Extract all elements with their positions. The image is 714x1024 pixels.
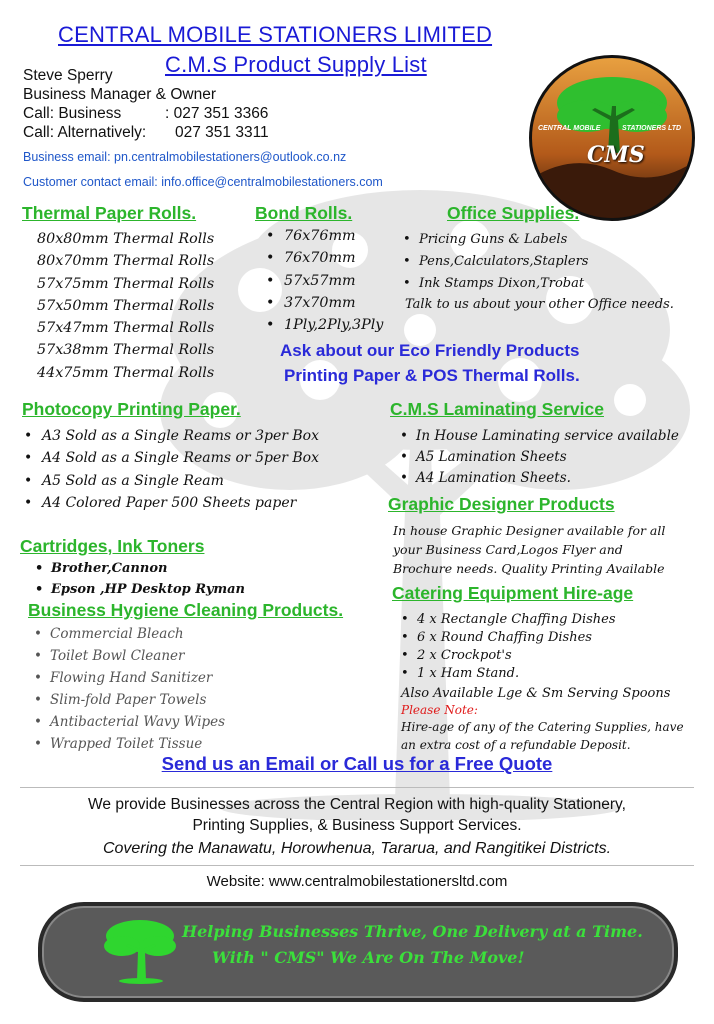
- list-item: 80x80mm Thermal Rolls: [37, 231, 215, 247]
- contact-call-alternative: [23, 123, 269, 142]
- list-item: • 76x76mm: [266, 225, 383, 247]
- graphic-line: your Business Card,Logos Flyer and: [393, 542, 623, 557]
- thermal-list: [37, 228, 214, 384]
- graphic-line: In house Graphic Designer available for all: [393, 523, 666, 538]
- list-item: • Antibacterial Wavy Wipes: [34, 711, 225, 733]
- list-item: • A5 Sold as a Single Ream: [24, 470, 319, 492]
- list-item: • A4 Colored Paper 500 Sheets paper: [24, 492, 319, 514]
- slogan-banner: [38, 902, 678, 1002]
- list-item: • Commercial Bleach: [34, 623, 225, 645]
- catering-note-line: Hire-age of any of the Catering Supplies, have: [401, 720, 684, 734]
- list-item: • Flowing Hand Sanitizer: [34, 667, 225, 689]
- cms-logo: [529, 55, 695, 221]
- catering-please-note: Please Note:: [401, 703, 478, 717]
- logo-left-text: CENTRAL MOBILE: [538, 125, 601, 132]
- about-line: We provide Businesses across the Central Region with high-quality Stationery,: [88, 796, 626, 813]
- list-item: 57x47mm Thermal Rolls: [37, 320, 215, 337]
- graphic-line: Brochure needs. Quality Printing Available: [393, 561, 665, 576]
- office-list: [403, 229, 588, 295]
- call-alt-number[interactable]: 027 351 3311: [175, 124, 269, 141]
- list-item: • Pens,Calculators,Staplers: [403, 251, 588, 273]
- list-item: • A4 Lamination Sheets.: [400, 468, 679, 489]
- catering-heading: Catering Equipment Hire-age: [392, 583, 634, 603]
- free-quote-cta[interactable]: Send us an Email or Call us for a Free Quote: [161, 753, 553, 774]
- page-subtitle: C.M.S Product Supply List: [165, 52, 427, 77]
- list-item: • 4 x Rectangle Chaffing Dishes: [401, 611, 616, 629]
- list-item: 80x70mm Thermal Rolls: [37, 253, 215, 270]
- company-title: CENTRAL MOBILE STATIONERS LIMITED: [58, 22, 493, 47]
- list-item: • A4 Sold as a Single Reams or 5per Box: [24, 447, 319, 469]
- list-item: • 2 x Crockpot's: [401, 647, 616, 665]
- list-item: 57x38mm Thermal Rolls: [37, 342, 215, 359]
- logo-right-text: STATIONERS LTD: [622, 125, 682, 132]
- logo-tree-icon: [532, 58, 692, 218]
- bond-list: [266, 225, 383, 336]
- catering-note: [401, 718, 684, 754]
- about-line: Printing Supplies, & Business Support Services.: [192, 817, 522, 834]
- top-divider: [20, 787, 694, 788]
- contact-block: [23, 66, 269, 142]
- list-item: 44x75mm Thermal Rolls: [37, 364, 215, 381]
- list-item: • 37x70mm: [266, 292, 383, 314]
- list-item: • In House Laminating service available: [400, 426, 679, 447]
- bond-heading: Bond Rolls.: [255, 203, 353, 223]
- list-item: • Epson ,HP Desktop Ryman: [35, 579, 245, 600]
- contact-call-business: [23, 104, 269, 123]
- photocopy-list: [24, 425, 319, 514]
- photocopy-heading: Photocopy Printing Paper.: [22, 399, 241, 419]
- list-item: • 1Ply,2Ply,3Ply: [266, 314, 383, 336]
- logo-initials: CMS: [587, 142, 645, 168]
- list-item: • A5 Lamination Sheets: [400, 447, 679, 468]
- contact-name: Steve Sperry: [23, 67, 113, 84]
- call-alt-label: Call: Alternatively:: [23, 124, 147, 141]
- list-item: • Toilet Bowl Cleaner: [34, 645, 225, 667]
- office-note: Talk to us about your other Office needs.: [405, 297, 674, 312]
- eco-line-2: Printing Paper & POS Thermal Rolls.: [284, 366, 580, 385]
- hygiene-list: [34, 623, 225, 755]
- call-business-label: Call: Business: [23, 105, 122, 122]
- catering-also: Also Available Lge & Sm Serving Spoons: [401, 686, 671, 701]
- thermal-heading: Thermal Paper Rolls.: [22, 203, 197, 223]
- call-business-number[interactable]: : 027 351 3366: [165, 105, 269, 122]
- list-item: • 1 x Ham Stand.: [401, 665, 616, 683]
- laminating-list: [400, 426, 679, 489]
- list-item: • Pricing Guns & Labels: [403, 229, 588, 251]
- business-email[interactable]: Business email: pn.centralmobilestationers@outlook.co.nz: [23, 150, 347, 164]
- website-link[interactable]: Website: www.centralmobilestationersltd.com: [206, 873, 508, 890]
- catering-note-line: an extra cost of a refundable Deposit.: [401, 738, 631, 752]
- list-item: 57x50mm Thermal Rolls: [37, 297, 215, 314]
- list-item: • Wrapped Toilet Tissue: [34, 733, 225, 755]
- banner-line-1: Helping Businesses Thrive, One Delivery at a Time.: [182, 922, 643, 941]
- graphic-heading: Graphic Designer Products: [388, 494, 615, 514]
- cartridges-heading: Cartridges, Ink Toners: [20, 536, 205, 556]
- list-item: • Slim-fold Paper Towels: [34, 689, 225, 711]
- list-item: • 57x57mm: [266, 270, 383, 292]
- about-line-italic: Covering the Manawatu, Horowhenua, Tararua, and Rangitikei Districts.: [102, 840, 612, 857]
- cartridges-list: [35, 558, 245, 600]
- hygiene-heading: Business Hygiene Cleaning Products.: [28, 600, 344, 620]
- about-text: [0, 794, 714, 859]
- banner-tree-icon: [100, 916, 180, 986]
- eco-line-1: Ask about our Eco Friendly Products: [280, 341, 580, 360]
- customer-email[interactable]: Customer contact email: info.office@centralmobilestationers.com: [23, 175, 383, 189]
- list-item: • 76x70mm: [266, 247, 383, 269]
- catering-list: [401, 611, 616, 683]
- list-item: • 6 x Round Chaffing Dishes: [401, 629, 616, 647]
- list-item: • A3 Sold as a Single Reams or 3per Box: [24, 425, 319, 447]
- list-item: 57x75mm Thermal Rolls: [37, 275, 215, 292]
- office-heading: Office Supplies.: [447, 203, 580, 223]
- banner-line-2: With " CMS" We Are On The Move!: [212, 948, 525, 967]
- list-item: • Ink Stamps Dixon,Trobat: [403, 273, 588, 295]
- graphic-text: [393, 521, 665, 578]
- list-item: • Brother,Cannon: [35, 558, 245, 579]
- bottom-divider: [20, 865, 694, 866]
- contact-role: Business Manager & Owner: [23, 86, 216, 103]
- laminating-heading: C.M.S Laminating Service: [390, 399, 604, 419]
